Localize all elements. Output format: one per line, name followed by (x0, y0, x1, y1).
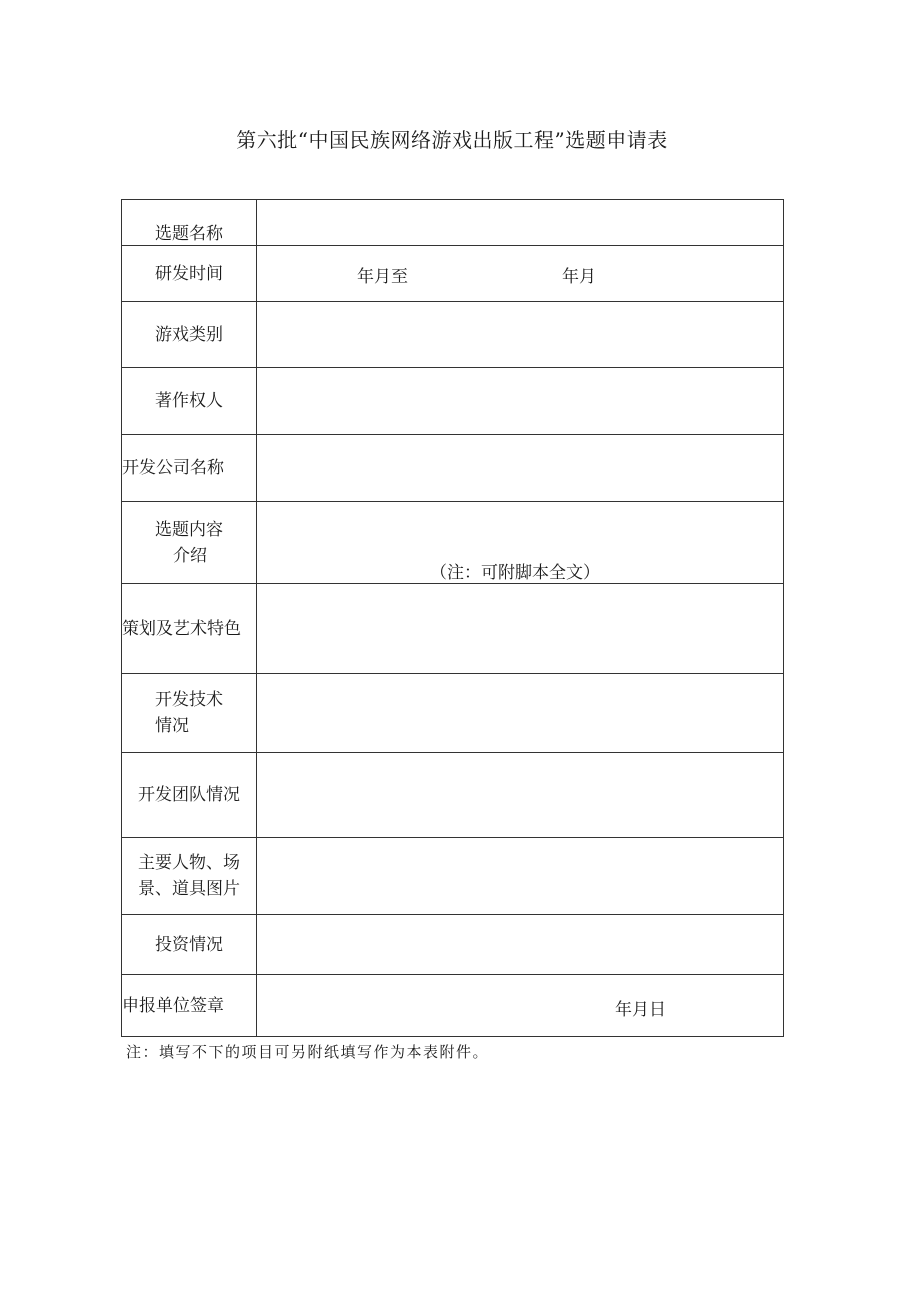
row-dev-tech (122, 674, 784, 753)
field-investment[interactable] (257, 915, 784, 975)
dev-time-to-text: 年月 (562, 267, 596, 287)
row-topic-name (122, 200, 784, 246)
label-planning-art-text: 策划及艺术特色 (122, 618, 241, 639)
label-applicant-seal (122, 975, 257, 1037)
form-title: 第六批“中国民族网络游戏出版工程”选题申请表 (236, 128, 668, 152)
label-dev-company (122, 435, 257, 502)
label-topic-intro (122, 502, 257, 584)
field-applicant-seal[interactable] (257, 975, 784, 1037)
row-characters (122, 838, 784, 915)
row-copyright-holder (122, 368, 784, 435)
row-planning-art (122, 584, 784, 674)
label-planning-art (122, 584, 257, 674)
field-copyright-holder[interactable] (257, 368, 784, 435)
row-investment (122, 915, 784, 975)
label-topic-name (122, 200, 257, 246)
label-dev-tech (122, 674, 257, 753)
field-dev-team[interactable] (257, 753, 784, 838)
form-footnote: 注：填写不下的项目可另附纸填写作为本表附件。 (126, 1043, 490, 1061)
application-form-table (121, 199, 784, 1037)
field-dev-company[interactable] (257, 435, 784, 502)
row-topic-intro (122, 502, 784, 584)
field-topic-intro[interactable] (257, 502, 784, 584)
label-topic-intro-block (155, 517, 223, 569)
label-applicant-seal-text: 申报单位签章 (122, 995, 224, 1016)
label-copyright-holder-text: 著作权人 (155, 391, 223, 411)
field-game-category[interactable] (257, 302, 784, 368)
label-dev-tech-block (155, 687, 223, 739)
dev-time-from-text: 年月至 (357, 267, 408, 287)
label-characters-block (138, 850, 240, 902)
label-investment (122, 915, 257, 975)
label-dev-tech-line2: 情况 (155, 716, 189, 736)
applicant-seal-date-text: 年月日 (615, 1000, 666, 1020)
label-characters-line1: 主要人物、场 (138, 853, 240, 873)
label-game-category-text: 游戏类别 (155, 324, 223, 345)
field-dev-tech[interactable] (257, 674, 784, 753)
label-characters-line2: 景、道具图片 (138, 879, 240, 899)
label-topic-intro-line1: 选题内容 (155, 519, 223, 540)
row-dev-team (122, 753, 784, 838)
label-topic-name-text: 选题名称 (155, 224, 223, 244)
row-dev-time (122, 246, 784, 302)
row-dev-company (122, 435, 784, 502)
row-applicant-seal (122, 975, 784, 1037)
label-dev-time-text: 研发时间 (155, 263, 223, 284)
label-dev-team-text: 开发团队情况 (138, 785, 240, 805)
field-topic-name[interactable] (257, 200, 784, 246)
row-game-category (122, 302, 784, 368)
topic-intro-note: （注：可附脚本全文） (430, 563, 600, 583)
label-investment-text: 投资情况 (155, 934, 223, 955)
label-dev-time (122, 246, 257, 302)
label-game-category (122, 302, 257, 368)
label-copyright-holder (122, 368, 257, 435)
label-dev-tech-line1: 开发技术 (155, 690, 223, 710)
label-dev-company-text: 开发公司名称 (122, 458, 224, 478)
field-characters[interactable] (257, 838, 784, 915)
field-dev-time[interactable] (257, 246, 784, 302)
label-characters (122, 838, 257, 915)
field-planning-art[interactable] (257, 584, 784, 674)
label-dev-team (122, 753, 257, 838)
label-topic-intro-line2: 介绍 (173, 545, 207, 566)
